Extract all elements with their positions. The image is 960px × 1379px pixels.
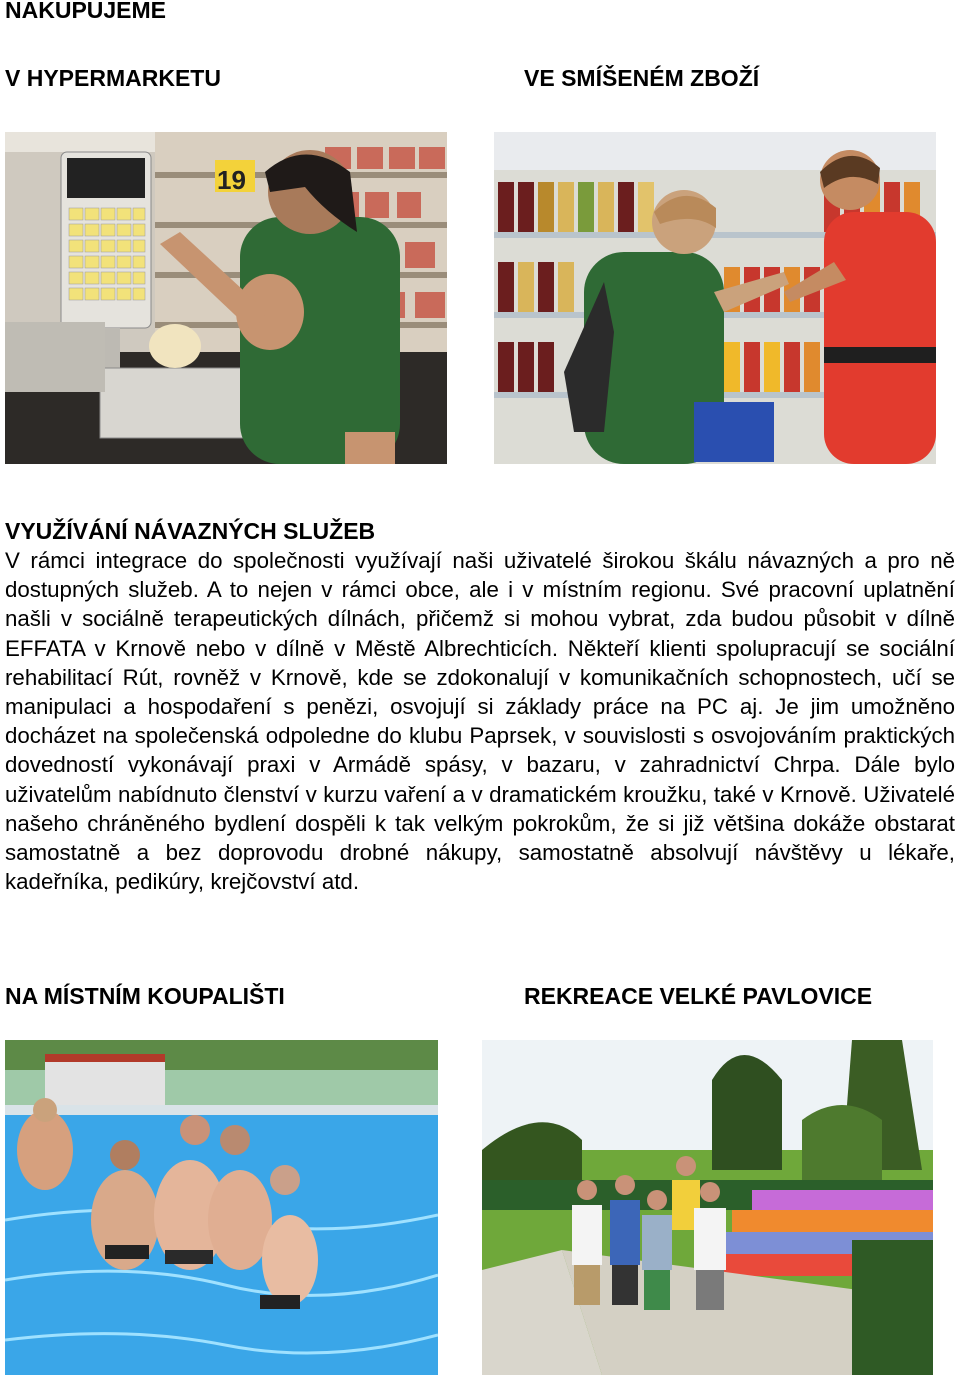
photo-recreation-garden xyxy=(482,1040,933,1375)
services-heading: VYUŽÍVÁNÍ NÁVAZNÝCH SLUŽEB xyxy=(5,518,376,544)
photo-hypermarket-scale xyxy=(5,132,447,464)
photo-mixed-goods-shop xyxy=(494,132,936,464)
services-paragraph: V rámci integrace do společnosti využívají naši uživatelé širokou škálu návazných a pro ně dostupných služeb. A to nejen v rámci obce, ale i v místním regionu. Své pracovní uplatnění našli v sociálně terapeutických dílnách, přičemž si mohou vybrat, zda budou působit v dílně EFFATA v Krnově nebo v dílně v Městě Albrechticích. Někteří klienti spolupracují se sociální rehabilitací Rút, rovněž v Krnově, kde se zdokonalují v komunikačních schopnostech, učí se manipulaci a hospodaření s penězi, osvojují si základy práce na PC aj. Je jim umožněno docházet na společenská odpoledne do klubu Paprsek, v souvislosti s osvojováním praktických dovedností vykonávají praxi v Armádě spásy, v bazaru, v zahradnictví Chrpa. Dále bylo uživatelům nabídnuto členství v kurzu vaření a v dramatickém kroužku, také v Krnově. Uživatelé našeho chráněného bydlení dospěli k tak velkým pokrokům, že si již většina dokáže obstarat samostatně a bez doprovodu drobné nákupy, samostatně absolvují návštěvy u lékaře, kadeřníka, pedikúry, krejčovství atd. xyxy=(5,548,955,895)
price-sign-number: 19 xyxy=(217,165,246,195)
section-heading-hypermarket: V HYPERMARKETU xyxy=(5,65,221,91)
section-heading-recreation: REKREACE VELKÉ PAVLOVICE xyxy=(524,983,873,1009)
page-title: NAKUPUJEME xyxy=(5,0,167,23)
photo-local-pool xyxy=(5,1040,438,1375)
section-heading-pool: NA MÍSTNÍM KOUPALIŠTI xyxy=(5,983,285,1009)
section-heading-mixed-goods: VE SMÍŠENÉM ZBOŽÍ xyxy=(524,65,760,91)
